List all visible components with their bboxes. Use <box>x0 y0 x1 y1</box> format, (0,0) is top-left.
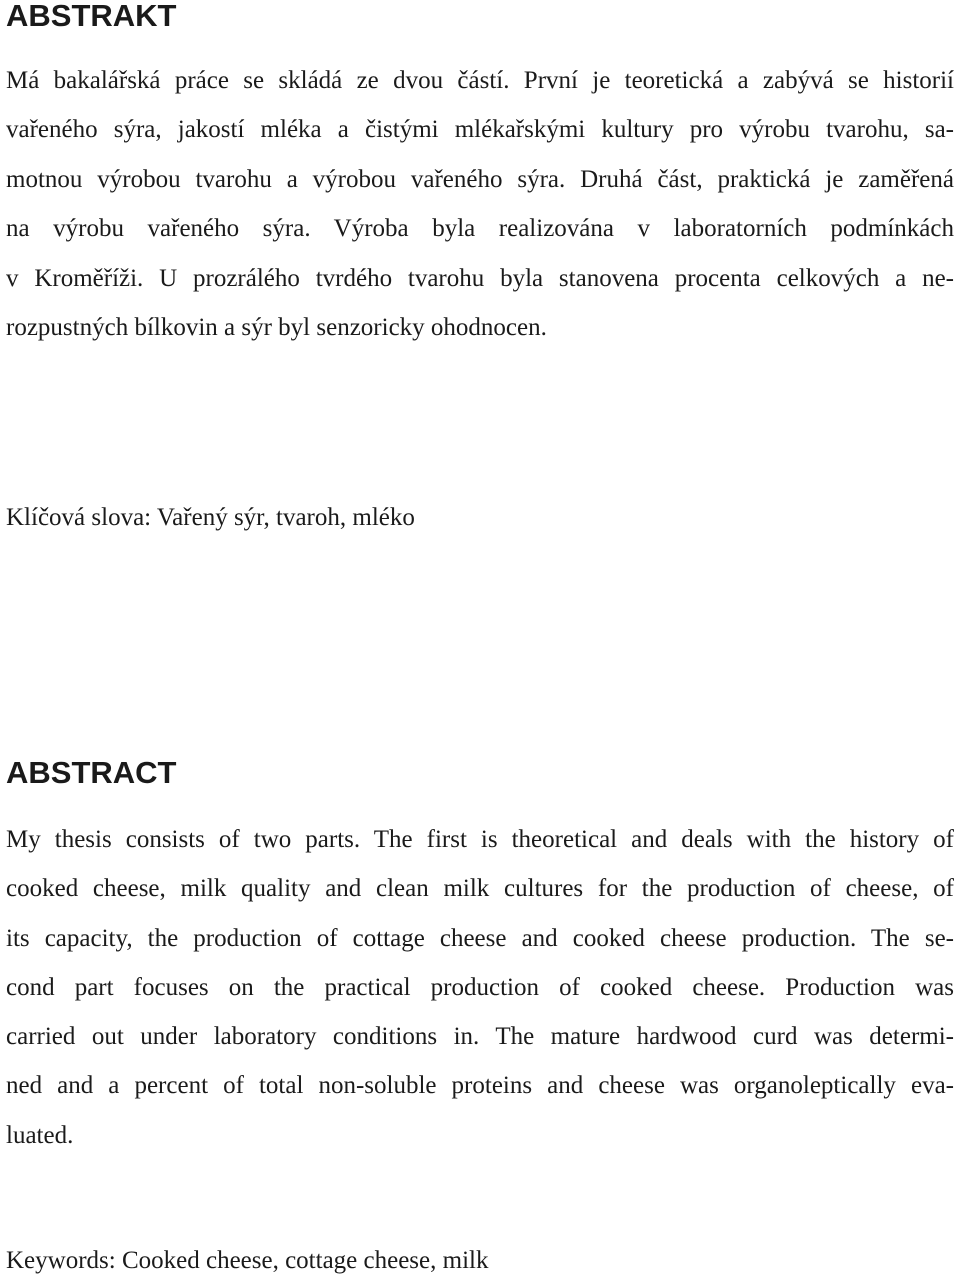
abstrakt-line-1: Má bakalářská práce se skládá ze dvou částí. První je teoretická a zabývá se historií <box>6 67 954 94</box>
abstract-line-5: carried out under laboratory conditions in. The mature hardwood curd was determi- <box>6 1023 954 1050</box>
abstrakt-line-5: v Kroměříži. U prozrálého tvrdého tvarohu byla stanovena procenta celkových a ne- <box>6 265 954 292</box>
abstract-line-2: cooked cheese, milk quality and clean milk cultures for the production of cheese, of <box>6 875 954 902</box>
abstrakt-heading: ABSTRAKT <box>6 0 177 33</box>
abstract-line-4: cond part focuses on the practical production of cooked cheese. Production was <box>6 974 954 1001</box>
abstrakt-line-6: rozpustných bílkovin a sýr byl senzoricky ohodnocen. <box>6 314 547 341</box>
abstract-heading: ABSTRACT <box>6 755 177 790</box>
abstrakt-line-4: na výrobu vařeného sýra. Výroba byla realizována v laboratorních podmínkách <box>6 215 954 242</box>
abstract-keywords: Keywords: Cooked cheese, cottage cheese, milk <box>6 1247 489 1274</box>
abstrakt-line-2: vařeného sýra, jakostí mléka a čistými mlékařskými kultury pro výrobu tvarohu, sa- <box>6 116 954 143</box>
abstract-line-6: ned and a percent of total non-soluble proteins and cheese was organoleptically eva- <box>6 1072 954 1099</box>
abstract-line-1: My thesis consists of two parts. The first is theoretical and deals with the history of <box>6 826 954 853</box>
abstract-line-3: its capacity, the production of cottage cheese and cooked cheese production. The se- <box>6 925 954 952</box>
abstrakt-keywords: Klíčová slova: Vařený sýr, tvaroh, mléko <box>6 504 415 531</box>
abstract-line-7: luated. <box>6 1122 74 1149</box>
abstrakt-line-3: motnou výrobou tvarohu a výrobou vařeného sýra. Druhá část, praktická je zaměřená <box>6 166 954 193</box>
